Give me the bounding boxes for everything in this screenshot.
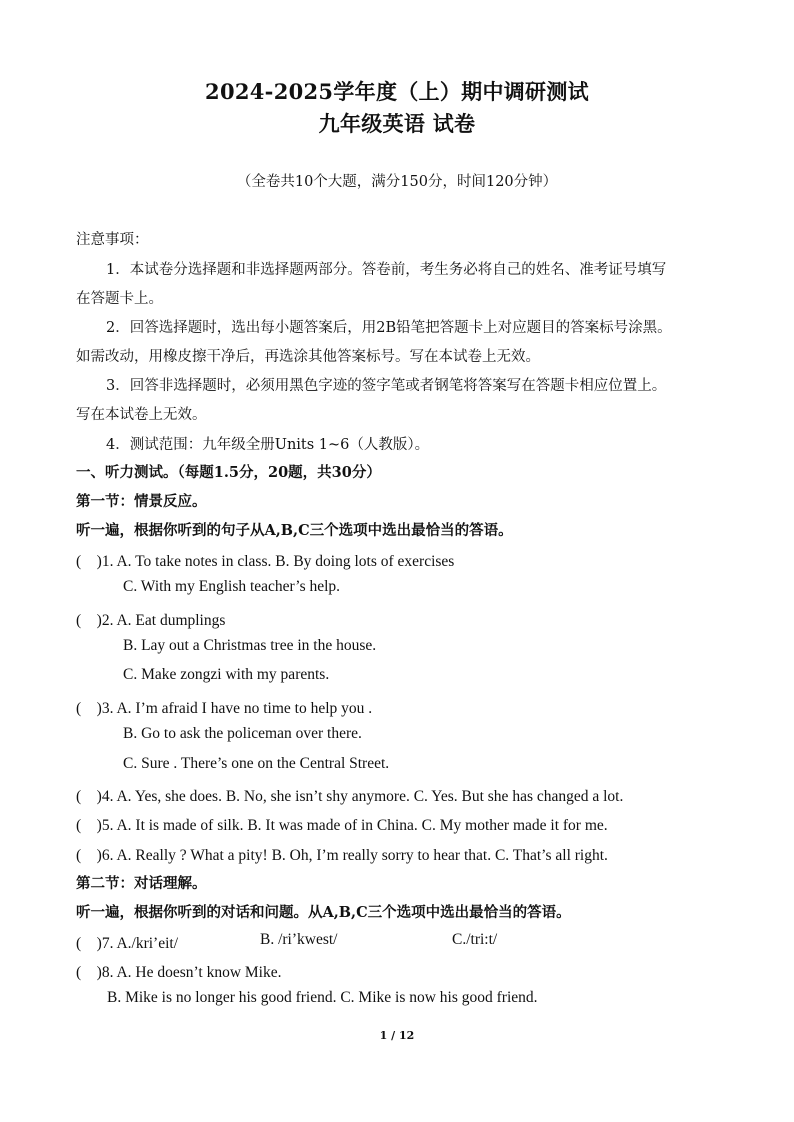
question-2: ( )2. A. Eat dumplings <box>76 612 226 629</box>
note-line: 如需改动，用橡皮擦干净后，再选涂其他答案标号。写在本试卷上无效。 <box>76 349 540 365</box>
question-5: ( )5. A. It is made of silk. B. It was made of in China. C. My mother made it for me. <box>76 817 608 834</box>
question-2-option-b: B. Lay out a Christmas tree in the house. <box>123 637 377 654</box>
question-6: ( )6. A. Really ? What a pity! B. Oh, I’m really sorry to hear that. C. That’s all right. <box>76 847 608 864</box>
note-line: 写在本试卷上无效。 <box>76 407 207 423</box>
question-2-option-c: C. Make zongzi with my parents. <box>123 666 330 683</box>
part2-instruction: 听一遍，根据你听到的对话和问题。从A,B,C三个选项中选出最恰当的答语。 <box>76 904 571 921</box>
question-3: ( )3. A. I’m afraid I have no time to help you . <box>76 700 373 717</box>
exam-title: 2024-2025学年度（上）期中调研测试 <box>205 79 589 104</box>
question-7-option-b: B. /ri’kwest/ <box>260 931 338 948</box>
question-1: ( )1. A. To take notes in class. B. By doing lots of exercises <box>76 553 455 570</box>
question-3-option-b: B. Go to ask the policeman over there. <box>123 725 362 742</box>
question-7: ( )7. A./kri’eit/ <box>76 935 179 952</box>
part1-instruction: 听一遍，根据你听到的句子从A,B,C三个选项中选出最恰当的答语。 <box>76 522 513 539</box>
note-line: 3．回答非选择题时，必须用黑色字迹的签字笔或者钢笔将答案写在答题卡相应位置上。 <box>106 378 667 394</box>
note-line: 2．回答选择题时，选出每小题答案后，用2B铅笔把答题卡上对应题目的答案标号涂黑。 <box>106 320 672 336</box>
question-1-option-c: C. With my English teacher’s help. <box>123 578 341 595</box>
exam-info: （全卷共10个大题，满分150分，时间120分钟） <box>236 174 558 190</box>
note-line: 在答题卡上。 <box>76 291 163 307</box>
note-line: 4．测试范围：九年级全册Units 1~6（人教版）。 <box>106 437 430 453</box>
page-number: 1 / 12 <box>379 1029 415 1042</box>
question-4: ( )4. A. Yes, she does. B. No, she isn’t shy anymore. C. Yes. But she has changed a lot. <box>76 788 624 805</box>
question-7-option-c: C./tri:t/ <box>452 931 498 948</box>
question-8: ( )8. A. He doesn’t know Mike. <box>76 964 282 981</box>
note-line: 1．本试卷分选择题和非选择题两部分。答卷前，考生务必将自己的姓名、准考证号填写 <box>106 262 667 278</box>
part1-heading: 第一节：情景反应。 <box>76 493 207 510</box>
notes-heading: 注意事项： <box>76 232 149 248</box>
question-8-options: B. Mike is no longer his good friend. C. Mike is now his good friend. <box>107 989 538 1006</box>
question-3-option-c: C. Sure . There’s one on the Central Street. <box>123 755 390 772</box>
section-heading: 一、听力测试。（每题1.5分，20题，共30分） <box>76 464 381 481</box>
part2-heading: 第二节：对话理解。 <box>76 875 207 892</box>
exam-subject-title: 九年级英语 试卷 <box>318 111 476 136</box>
